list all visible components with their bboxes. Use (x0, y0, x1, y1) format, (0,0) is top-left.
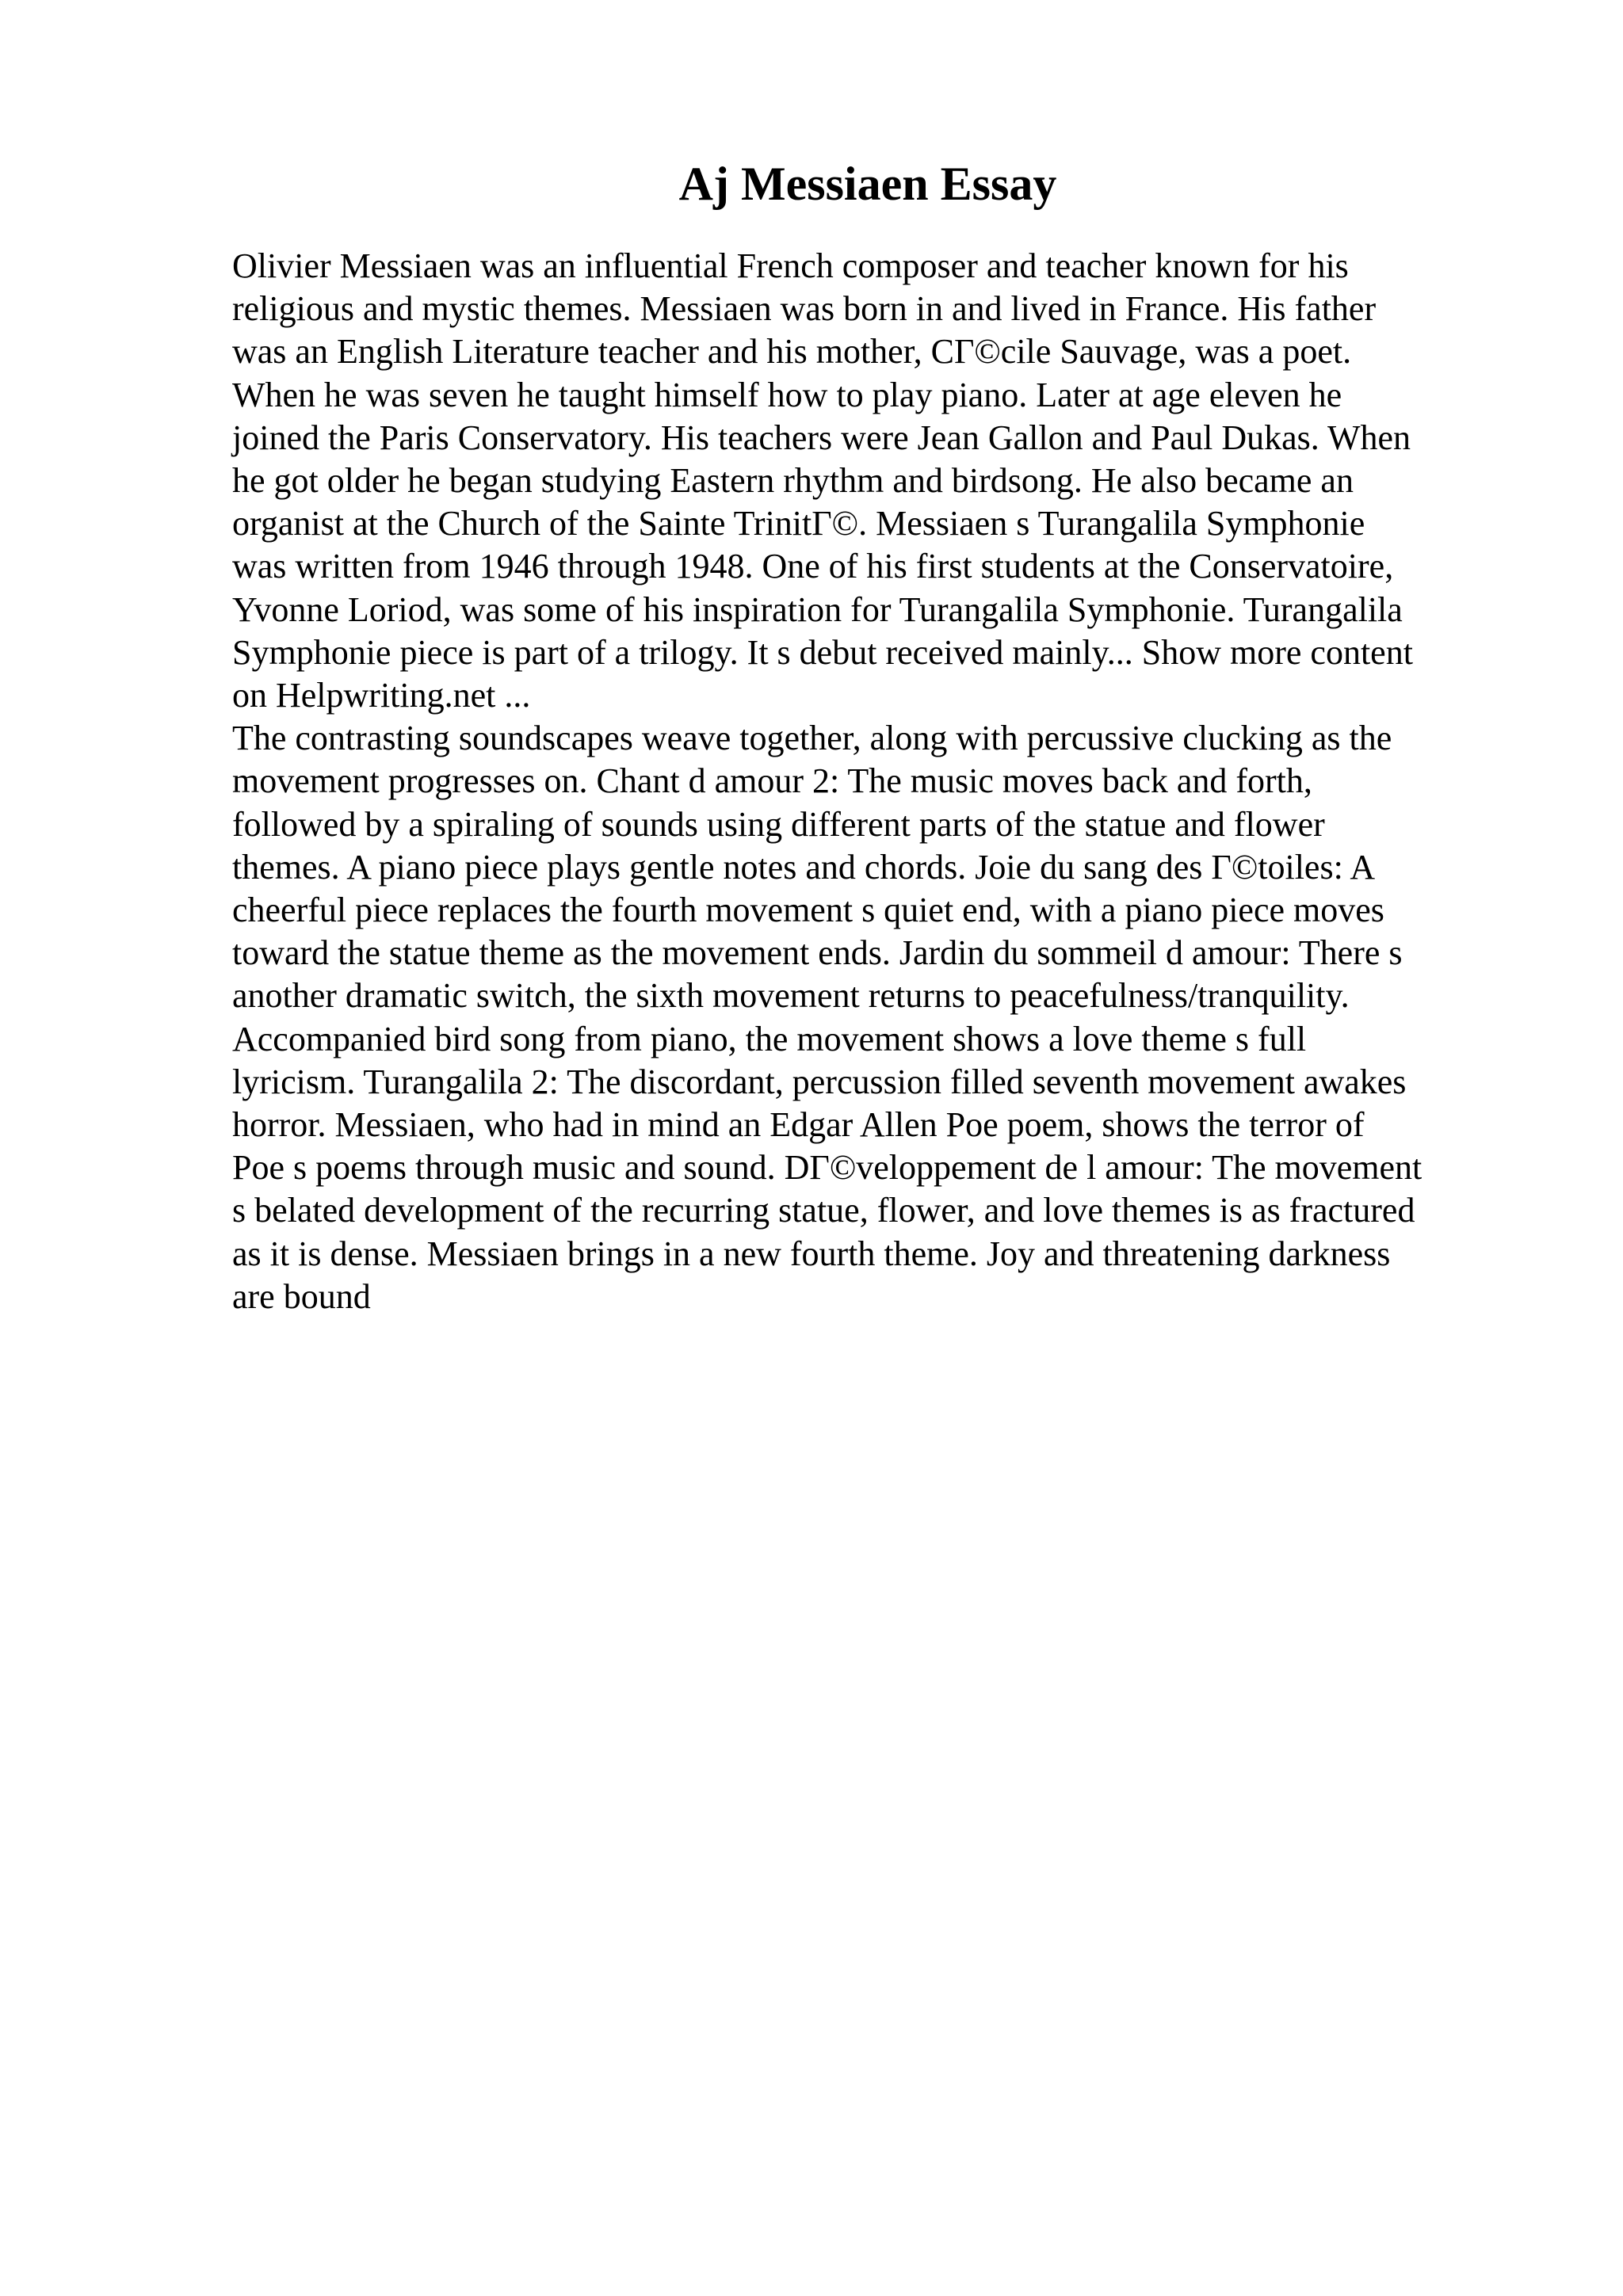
body-line: horror. Messiaen, who had in mind an Edgar Allen Poe poem, shows the terror of (232, 1105, 1365, 1145)
body-line: followed by a spiraling of sounds using different parts of the statue and flower (232, 804, 1325, 844)
body-line: religious and mystic themes. Messiaen was born in and lived in France. His father (232, 289, 1377, 329)
body-line: he got older he began studying Eastern rhythm and birdsong. He also became an (232, 461, 1354, 501)
body-line: Yvonne Loriod, was some of his inspiration for Turangalila Symphonie. Turangalila (232, 589, 1403, 629)
body-line: toward the statue theme as the movement ends. Jardin du sommeil d amour: There s (232, 933, 1403, 973)
body-line: was an English Literature teacher and his mother, CΓ©cile Sauvage, was a poet. (232, 332, 1352, 372)
body-line: was written from 1946 through 1948. One of his first students at the Conservatoire, (232, 547, 1394, 586)
body-line: Olivier Messiaen was an influential French composer and teacher known for his (232, 246, 1349, 285)
body-line: movement progresses on. Chant d amour 2: The music moves back and forth, (232, 761, 1312, 801)
body-line: are bound (232, 1276, 371, 1316)
document-body (232, 245, 1516, 1318)
body-line: another dramatic switch, the sixth movement returns to peacefulness/tranquility. (232, 976, 1350, 1016)
body-line: cheerful piece replaces the fourth movement s quiet end, with a piano piece moves (232, 891, 1384, 930)
body-line: joined the Paris Conservatory. His teachers were Jean Gallon and Paul Dukas. When (232, 418, 1411, 457)
body-line: Accompanied bird song from piano, the movement shows a love theme s full (232, 1019, 1307, 1058)
body-line: s belated development of the recurring statue, flower, and love themes is as fractured (232, 1191, 1415, 1230)
body-line: Symphonie piece is part of a trilogy. It s debut received mainly... Show more content (232, 632, 1413, 672)
body-line: Poe s poems through music and sound. DΓ©veloppement de l amour: The movement (232, 1148, 1423, 1188)
body-line: When he was seven he taught himself how to play piano. Later at age eleven he (232, 375, 1342, 414)
body-line: organist at the Church of the Sainte TrinitΓ©. Messiaen s Turangalila Symphonie (232, 504, 1365, 543)
body-line: as it is dense. Messiaen brings in a new fourth theme. Joy and threatening darkness (232, 1234, 1391, 1273)
body-line: lyricism. Turangalila 2: The discordant, percussion filled seventh movement awakes (232, 1062, 1407, 1101)
body-line: on Helpwriting.net ... (232, 676, 531, 715)
body-line: themes. A piano piece plays gentle notes and chords. Joie du sang des Γ©toiles: A (232, 847, 1376, 887)
document-title: Aj Messiaen Essay (678, 158, 1057, 210)
body-line: The contrasting soundscapes weave together, along with percussive clucking as the (232, 719, 1392, 758)
